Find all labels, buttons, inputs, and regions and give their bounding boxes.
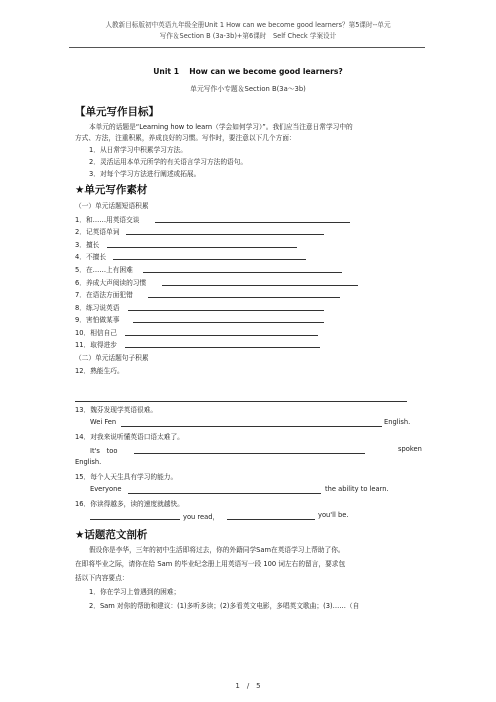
phrase-item: 9．害怕做某事 xyxy=(75,316,120,324)
goal-item: 2．灵活运用本单元所学的有关语言学习方法的语句。 xyxy=(89,158,248,166)
sentence-en: It's too xyxy=(90,447,118,455)
sentence-en: English. xyxy=(75,458,102,466)
answer-blank[interactable] xyxy=(162,285,358,286)
sentence-en: English. xyxy=(384,418,411,426)
example-para-line-1: 假设你是李华，三年的初中生活即将过去，你的外籍同学Sam在英语学习上帮助了你。 xyxy=(89,546,345,554)
goal-item: 3．对每个学习方法进行阐述或拓展。 xyxy=(89,170,201,178)
phrase-item: 10．相信自己 xyxy=(75,329,117,337)
sentence-en: you read， xyxy=(183,513,220,521)
answer-blank[interactable] xyxy=(75,401,407,402)
answer-blank[interactable] xyxy=(126,234,324,235)
answer-blank[interactable] xyxy=(133,322,324,323)
answer-blank[interactable] xyxy=(113,259,306,260)
example-point: 1．你在学习上曾遇到的困难； xyxy=(89,588,181,596)
example-para-line-2: 在即将毕业之际，请你在给 Sam 的毕业纪念册上用英语写一段 100 词左右的留言，要求包 xyxy=(75,560,346,568)
answer-blank[interactable] xyxy=(128,310,324,311)
sentence-item: 12．熟能生巧。 xyxy=(75,367,124,375)
answer-blank[interactable] xyxy=(155,222,350,223)
sentence-en: Wei Fen xyxy=(90,418,117,426)
answer-blank[interactable] xyxy=(148,297,340,298)
answer-blank[interactable] xyxy=(125,335,318,336)
sentence-item: 13．魏芬发现学英语很难。 xyxy=(75,406,158,414)
goal-item: 1．从日常学习中积累学习方法。 xyxy=(89,146,187,154)
phrase-item: 11．取得进步 xyxy=(75,341,117,349)
sentence-en: the ability to learn. xyxy=(325,485,389,493)
goals-intro-line-2: 方式、方法，注重积累，养成良好的习惯。写作时，要注意以下几个方面： xyxy=(75,134,296,142)
unit-title: Unit 1 How can we become good learners? xyxy=(153,67,343,76)
phrase-item: 3．擅长 xyxy=(75,241,100,249)
sentence-en: Everyone xyxy=(90,485,122,493)
example-para-line-3: 括以下内容要点： xyxy=(75,574,129,582)
phrase-item: 5．在……上有困难 xyxy=(75,266,133,274)
phrase-item: 4．不擅长 xyxy=(75,253,107,261)
sentence-item: 16．你读得越多，读的速度就越快。 xyxy=(75,500,184,508)
example-point: 2．Sam 对你的帮助和建议：(1)多听多读；(2)多看英文电影，多唱英文歌曲；(3)……（自 xyxy=(89,602,360,610)
sentences-subheading: （二）单元话题句子积累 xyxy=(75,354,149,362)
sentence-item: 15．每个人天生具有学习的能力。 xyxy=(75,473,178,481)
goals-intro-line-1: 本单元的话题是“Learning how to learn（学会如何学习）”。我们应当注意日常学习中的 xyxy=(89,123,353,131)
answer-blank[interactable] xyxy=(227,519,315,520)
page-number: 1 / 5 xyxy=(235,682,261,690)
phrase-item: 7．在语法方面犯错 xyxy=(75,291,133,299)
sentence-en: you'll be. xyxy=(318,511,349,519)
answer-blank[interactable] xyxy=(128,493,321,494)
unit-subtitle: 单元写作小专题＆Section B(3a～3b) xyxy=(190,85,306,93)
answer-blank[interactable] xyxy=(134,453,365,454)
phrase-item: 2．记英语单词 xyxy=(75,228,120,236)
answer-blank[interactable] xyxy=(143,272,342,273)
document-header-line-2: 写作＆Section B (3a-3b)+第6课时 Self Check 学案设计 xyxy=(159,32,337,40)
goals-heading: 【单元写作目标】 xyxy=(75,106,159,118)
sentence-en: spoken xyxy=(398,445,422,453)
answer-blank[interactable] xyxy=(121,426,382,427)
phrase-item: 1．和……用英语交谈 xyxy=(75,216,140,224)
answer-blank[interactable] xyxy=(90,519,180,520)
header-rule xyxy=(69,47,425,48)
example-heading: ★话题范文剖析 xyxy=(75,529,148,541)
answer-blank[interactable] xyxy=(107,247,297,248)
phrase-item: 6．养成大声阅读的习惯 xyxy=(75,279,147,287)
phrases-subheading: （一）单元话题短语积累 xyxy=(75,202,149,210)
phrase-item: 8．练习说英语 xyxy=(75,304,120,312)
materials-heading: ★单元写作素材 xyxy=(75,184,148,196)
answer-blank[interactable] xyxy=(125,347,320,348)
document-header-line-1: 人教新目标版初中英语九年级全册Unit 1 How can we become good learners？第5课时--单元 xyxy=(105,21,391,29)
sentence-item: 14．对我来说听懂英语口语太难了。 xyxy=(75,433,184,441)
